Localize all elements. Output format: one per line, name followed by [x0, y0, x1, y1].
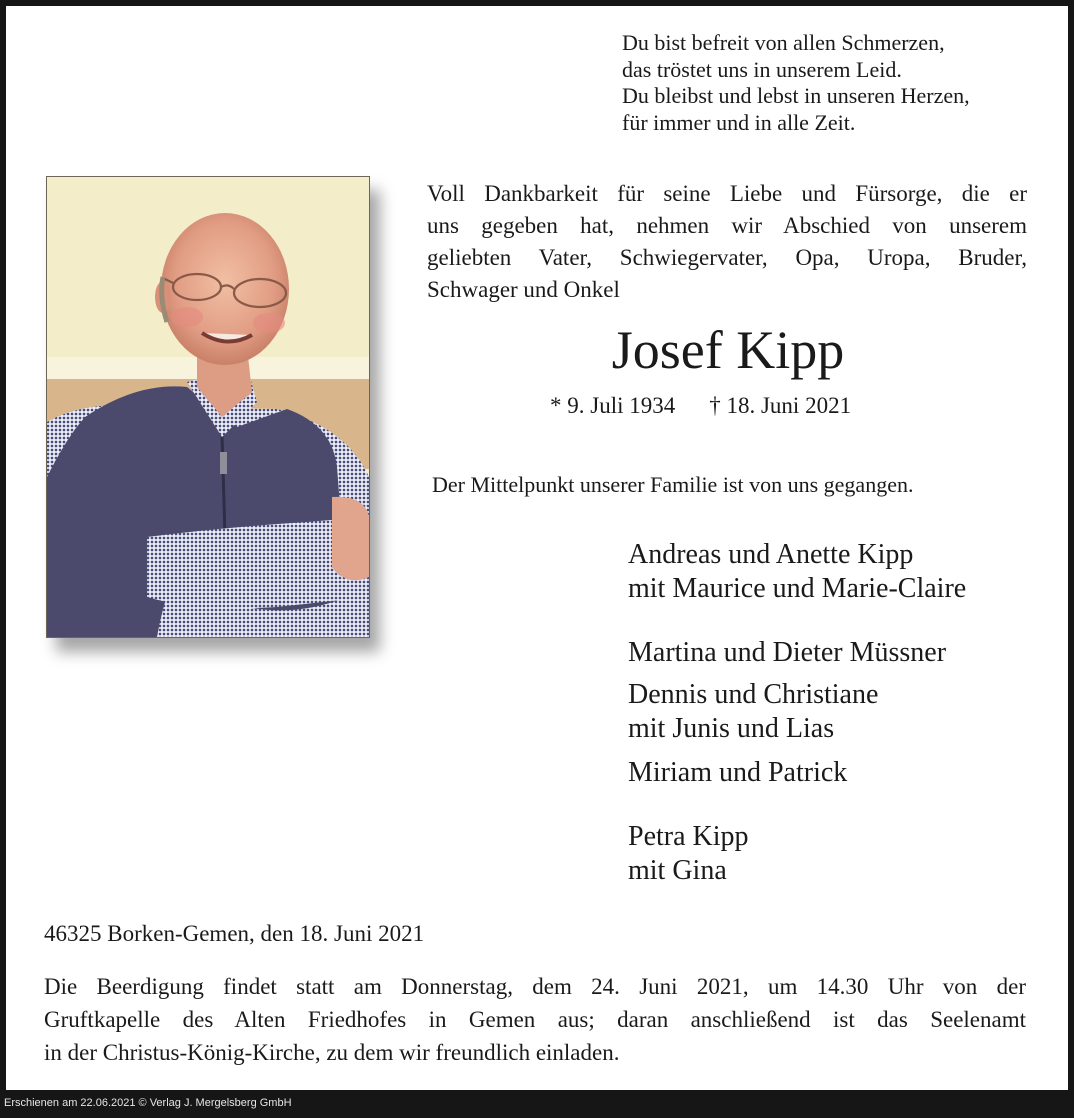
death-date: † 18. Juni 2021	[709, 393, 852, 418]
family-group	[628, 678, 878, 746]
hand	[332, 497, 369, 581]
poem-line: das tröstet uns in unserem Leid.	[622, 56, 902, 82]
place-and-date: 46325 Borken-Gemen, den 18. Juni 2021	[44, 921, 425, 946]
poem-line: Du bleibst und lebst in unseren Herzen,	[622, 83, 970, 108]
intro-line: Schwager und Onkel	[427, 277, 620, 302]
intro-paragraph	[427, 178, 1027, 306]
intro-line: uns gegeben hat, nehmen wir Abschied von unserem	[427, 213, 1027, 238]
poem-line: für immer und in alle Zeit.	[622, 109, 856, 135]
family-line: mit Gina	[628, 855, 727, 886]
family-line: Dennis und Christiane	[628, 679, 879, 710]
tagline: Der Mittelpunkt unserer Familie ist von uns gegangen.	[432, 472, 914, 497]
funeral-line: in der Christus-König-Kirche, zu dem wir freundlich einladen.	[44, 1040, 620, 1065]
family-line: Martina und Dieter Müssner	[628, 637, 947, 668]
funeral-details	[44, 970, 1026, 1069]
life-dates	[550, 390, 851, 422]
poem	[622, 30, 970, 136]
family-group	[628, 538, 966, 606]
family-group	[628, 636, 946, 670]
family-line: Andreas und Anette Kipp	[628, 539, 914, 570]
family-line: Miriam und Patrick	[628, 757, 848, 788]
funeral-line: Gruftkapelle des Alten Friedhofes in Gemen aus; daran anschließend ist das Seelenamt	[44, 1007, 1026, 1032]
family-group	[628, 820, 749, 888]
family-group	[628, 756, 847, 790]
publication-footer: Erschienen am 22.06.2021 © Verlag J. Mergelsberg GmbH	[4, 1097, 292, 1109]
intro-line: geliebten Vater, Schwiegervater, Opa, Uropa, Bruder,	[427, 245, 1027, 270]
deceased-name: Josef Kipp	[611, 320, 845, 380]
poem-line: Du bist befreit von allen Schmerzen,	[622, 30, 945, 55]
birth-date: * 9. Juli 1934	[550, 393, 676, 418]
family-line: Petra Kipp	[628, 821, 749, 852]
family-line: mit Maurice und Marie-Claire	[628, 573, 967, 604]
family-line: mit Junis und Lias	[628, 713, 835, 744]
portrait-illustration	[47, 177, 369, 637]
funeral-line: Die Beerdigung findet statt am Donnerstag, dem 24. Juni 2021, um 14.30 Uhr von der	[44, 974, 1026, 999]
intro-line: Voll Dankbarkeit für seine Liebe und Fürsorge, die er	[427, 181, 1027, 206]
portrait-photo	[46, 176, 370, 638]
